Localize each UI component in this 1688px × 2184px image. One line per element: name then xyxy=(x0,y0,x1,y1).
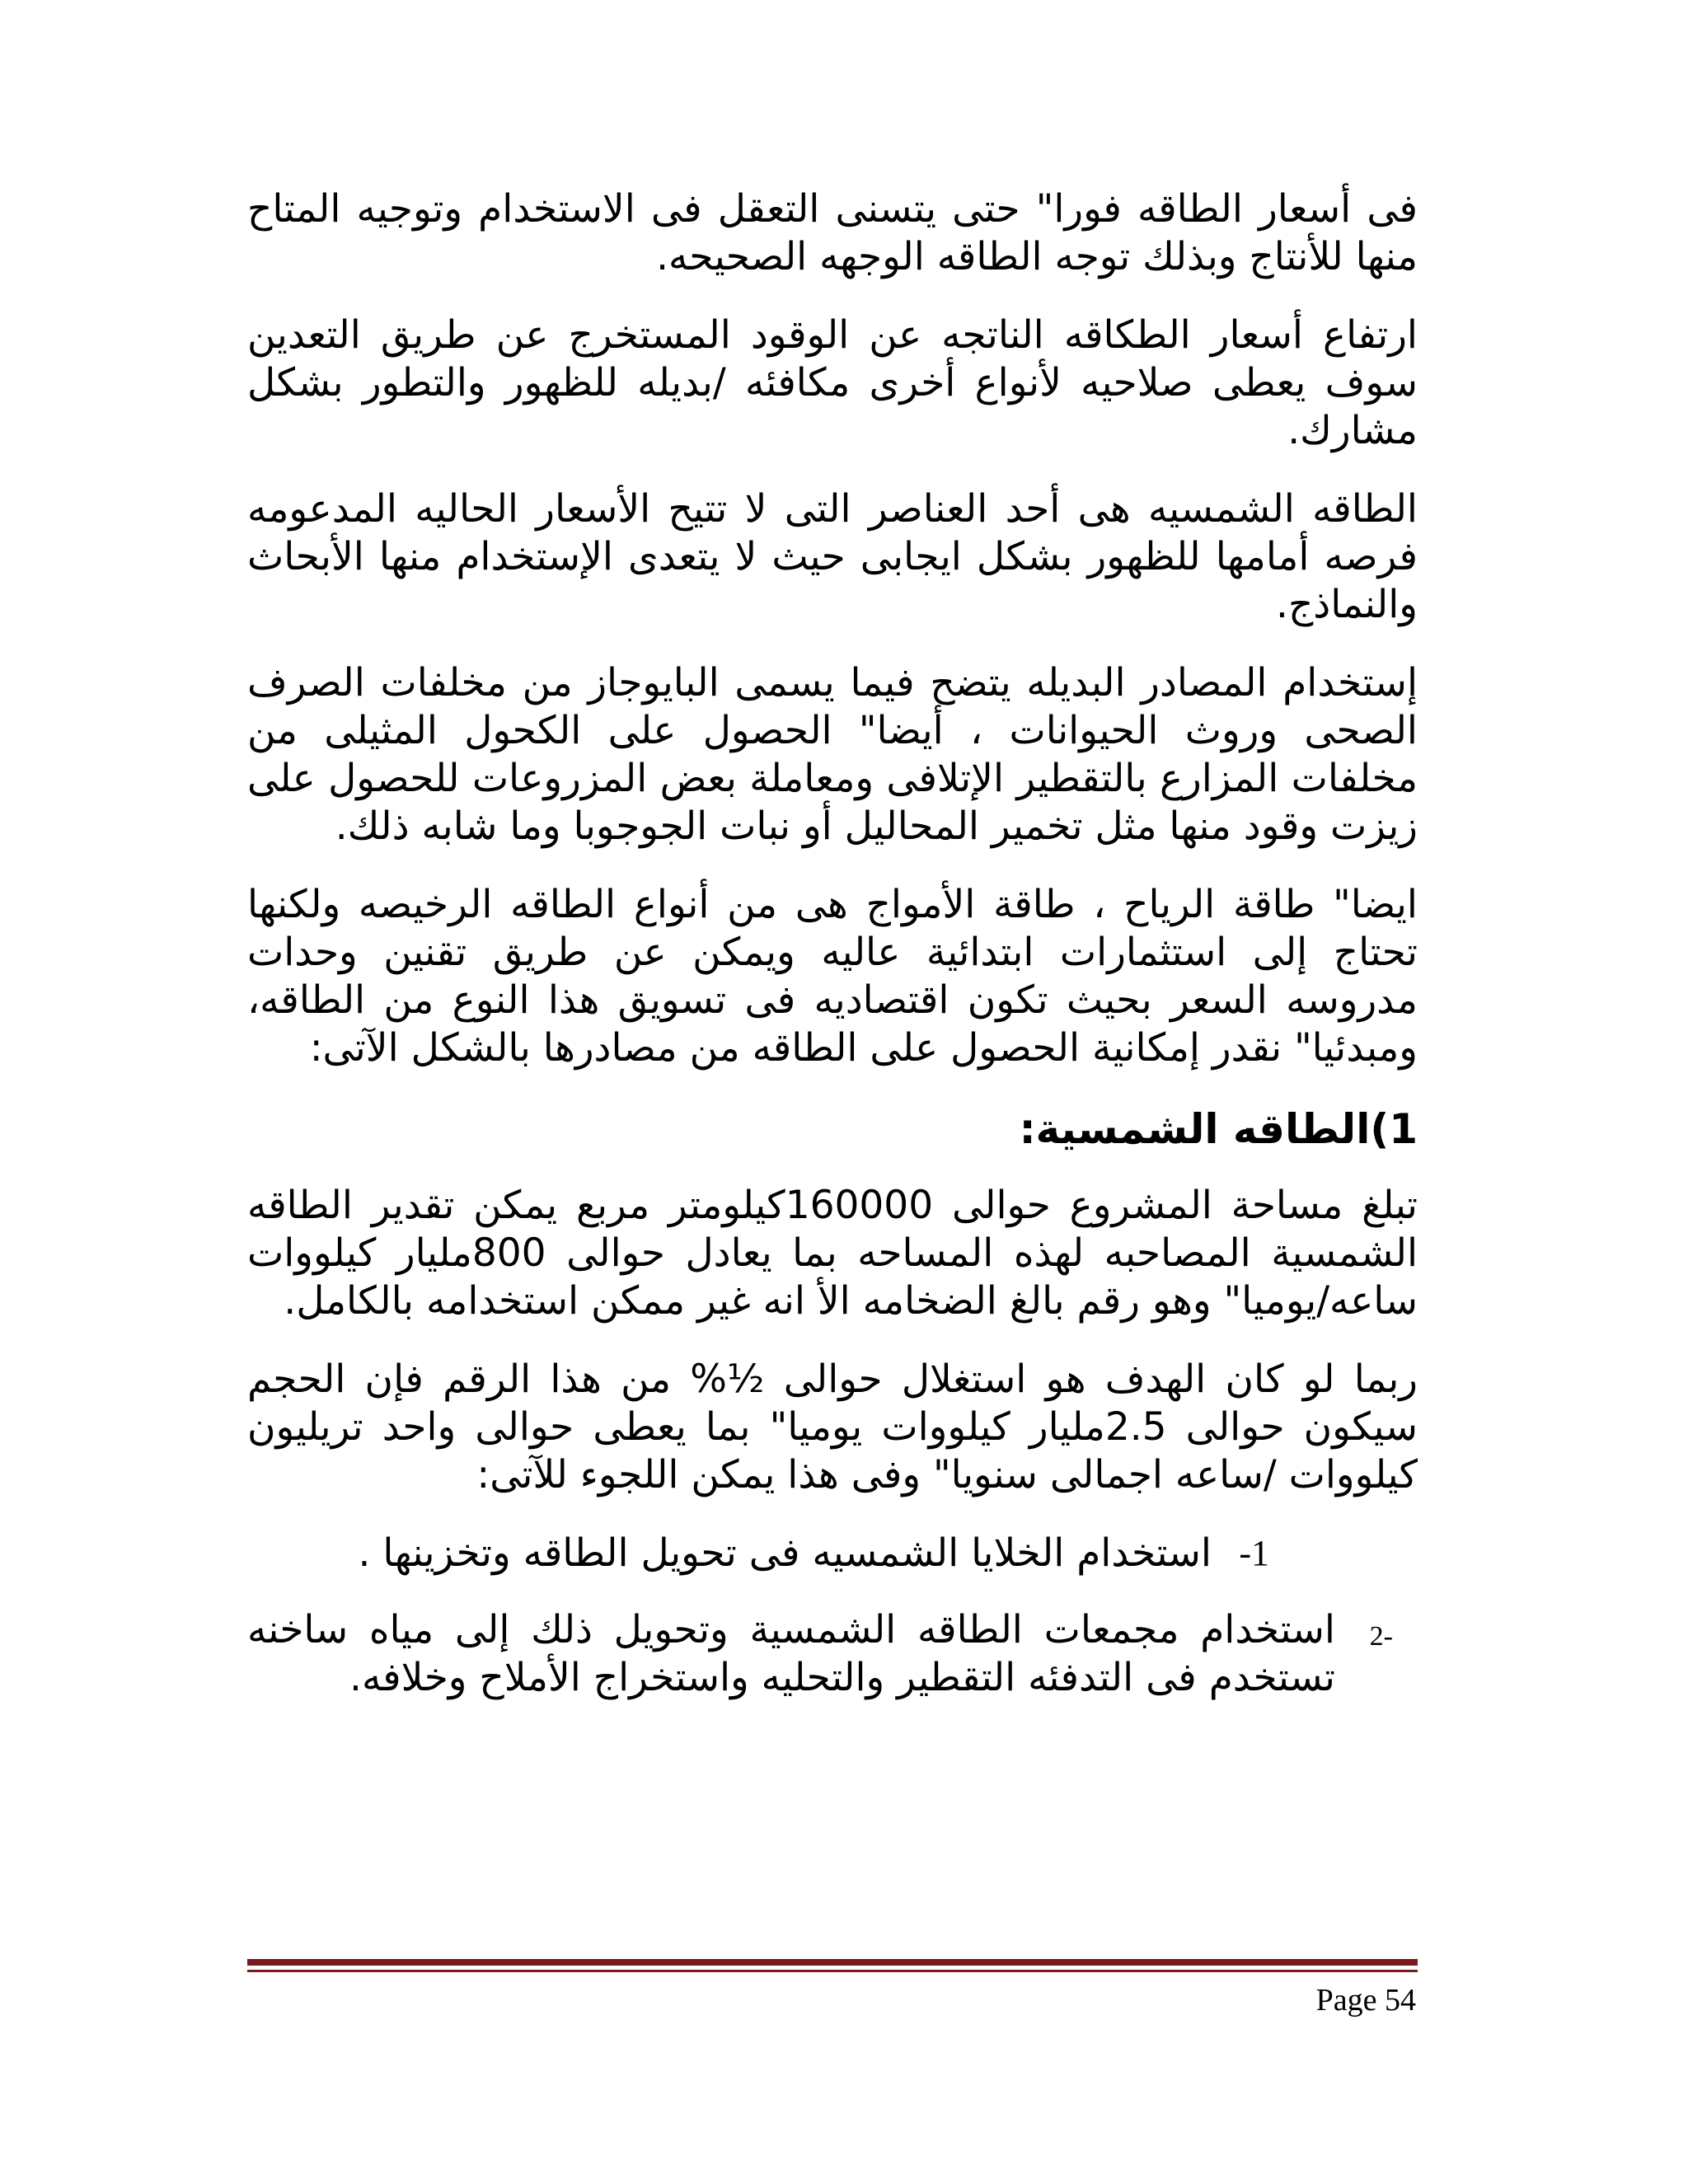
page-content xyxy=(247,185,1418,1731)
list-item xyxy=(247,1530,1418,1577)
list-item xyxy=(247,1606,1418,1702)
paragraph: ربما لو كان الهدف هو استغلال حوالى ½% من هذا الرقم فإن الحجم سيكون حوالى 2.5مليار كيلووات يوميا" بما يعطى حوالى واحد تريليون كيلووات /ساعه اجمالى سنويا" وفى هذا يمكن اللجوء للآتى: xyxy=(247,1357,1418,1497)
list-number: 1- xyxy=(1239,1533,1269,1573)
paragraph: ايضا" طاقة الرياح ، طاقة الأمواج هى من أنواع الطاقه الرخيصه ولكنها تحتاج إلى استثمارات ابتدائية عاليه ويمكن عن طريق تقنين وحدات مدروسه السعر بحيث تكون اقتصاديه فى تسويق هذا النوع من الطاقه، ومبدئيا" نقدر إمكانية الحصول على الطاقه من مصادرها بالشكل الآتى: xyxy=(247,882,1418,1071)
footer-rule-thin xyxy=(247,1970,1418,1972)
paragraph: ارتفاع أسعار الطكاقه الناتجه عن الوقود المستخرج عن طريق التعدين سوف يعطى صلاحيه لأنواع أخرى مكافئه /بديله للظهور والتطور بشكل مشارك. xyxy=(247,312,1418,453)
page-number: Page 54 xyxy=(1315,1983,1416,2018)
paragraph: الطاقه الشمسيه هى أحد العناصر التى لا تتيح الأسعار الحاليه المدعومه فرصه أمامها للظهور بشكل ايجابى حيث لا يتعدى الإستخدام منها الأبحاث والنماذج. xyxy=(247,486,1418,627)
paragraph: تبلغ مساحة المشروع حوالى 160000كيلومتر مربع يمكن تقدير الطاقه الشمسية المصاحبه لهذه المساحه بما يعادل حوالى 800مليار كيلووات ساعه/يوميا" وهو رقم بالغ الضخامه الأ انه غير ممكن استخدامه بالكامل. xyxy=(247,1183,1418,1324)
paragraph: فى أسعار الطاقه فورا" حتى يتسنى التعقل فى الاستخدام وتوجيه المتاح منها للأنتاج وبذلك توجه الطاقه الوجهه الصحيحه. xyxy=(247,186,1418,279)
list-text: استخدام مجمعات الطاقه الشمسية وتحويل ذلك إلى مياه ساخنه تستخدم فى التدفئه التقطير والتحليه واستخراج الأملاح وخلافه. xyxy=(247,1607,1335,1700)
list-text: استخدام الخلايا الشمسيه فى تحويل الطاقه وتخزينها . xyxy=(358,1530,1212,1576)
list-number: -2 xyxy=(1369,1621,1393,1652)
section-heading: 1)الطاقه الشمسية: xyxy=(1019,1105,1418,1153)
footer-rule-thick xyxy=(247,1959,1418,1966)
paragraph: إستخدام المصادر البديله يتضح فيما يسمى البايوجاز من مخلفات الصرف الصحى وروث الحيوانات ، أيضا" الحصول على الكحول المثيلى من مخلفات المزارع بالتقطير الإتلافى ومعاملة بعض المزروعات للحصول على زيزت وقود منها مثل تخمير المحاليل أو نبات الجوجوبا وما شابه ذلك. xyxy=(247,660,1418,849)
